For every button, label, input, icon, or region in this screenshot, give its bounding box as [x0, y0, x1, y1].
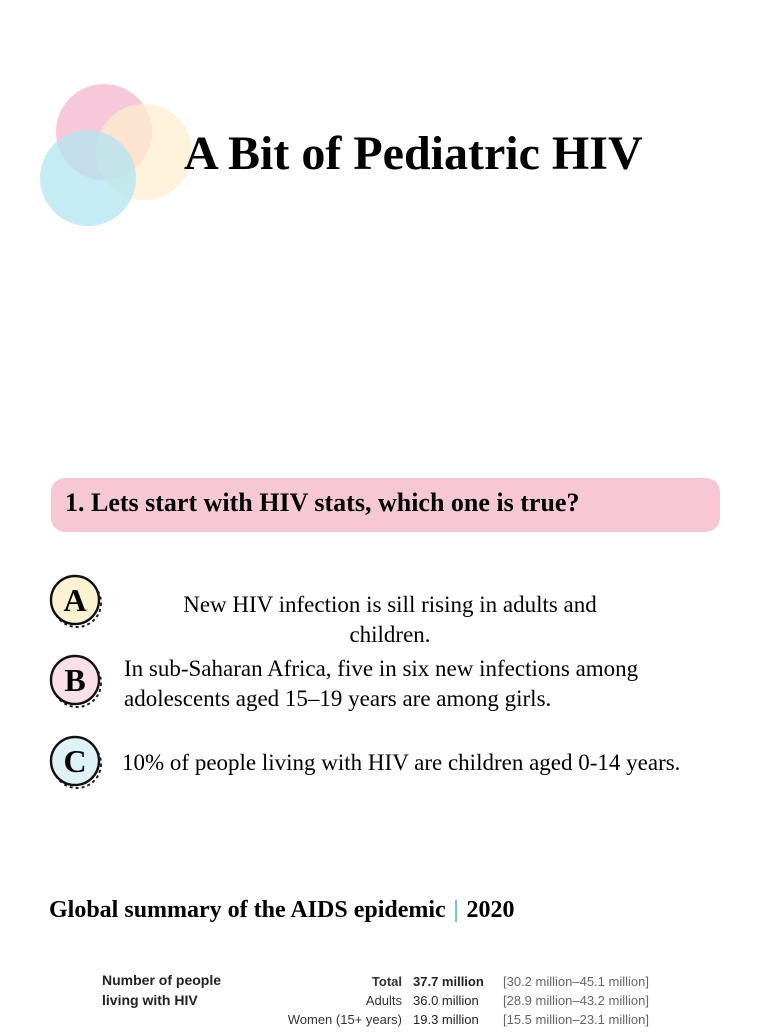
page-title: A Bit of Pediatric HIV: [184, 127, 643, 180]
option-a-badge[interactable]: [49, 574, 109, 630]
stats-label-line1: Number of people: [102, 972, 222, 988]
summary-year: 2020: [466, 897, 515, 923]
option-a-text[interactable]: New HIV infection is sill rising in adults and children.: [183, 592, 597, 647]
row-label: Total: [371, 974, 402, 989]
row-label: Women (15+ years): [287, 1012, 402, 1027]
option-b-text[interactable]: In sub-Saharan Africa, five in six new infections among adolescents aged 15–19 years are among girls.: [124, 656, 639, 711]
summary-heading: [49, 897, 514, 924]
stats-row-adults: [0, 993, 768, 1013]
row-range: [30.2 million–45.1 million]: [503, 974, 649, 989]
option-b-badge[interactable]: [49, 654, 109, 710]
row-range: [28.9 million–43.2 million]: [503, 993, 649, 1008]
decorative-circles: [0, 0, 200, 240]
row-value: 37.7 million: [413, 974, 484, 989]
blue-circle: [40, 130, 136, 226]
separator: |: [453, 897, 459, 923]
row-value: 19.3 million: [413, 1012, 479, 1027]
option-a-letter: A: [63, 582, 87, 618]
row-range: [15.5 million–23.1 million]: [503, 1012, 649, 1027]
option-c-text[interactable]: 10% of people living with HIV are children aged 0-14 years.: [122, 750, 681, 775]
summary-title: Global summary of the AIDS epidemic: [49, 897, 446, 923]
row-label: Adults: [365, 993, 402, 1008]
question-banner: 1. Lets start with HIV stats, which one is true?: [51, 478, 720, 532]
option-b-letter: B: [64, 662, 86, 698]
row-value: 36.0 million: [413, 993, 479, 1008]
option-c-letter: C: [63, 743, 87, 779]
stats-row-total: [0, 974, 768, 994]
stats-label-line2: living with HIV: [102, 992, 198, 1008]
option-c-badge[interactable]: [49, 735, 109, 791]
stats-row-women: [0, 1012, 768, 1032]
